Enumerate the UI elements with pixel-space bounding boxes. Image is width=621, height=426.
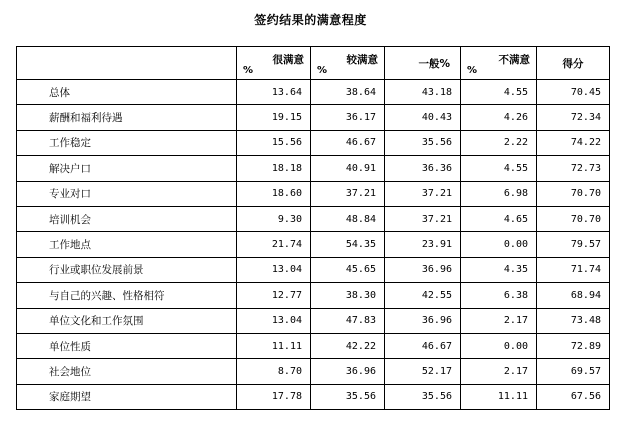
very-satisfied-cell: 12.77 (237, 283, 311, 308)
dissatisfied-cell: 4.26 (461, 105, 537, 130)
dissatisfied-cell: 0.00 (461, 232, 537, 257)
neutral-cell: 36.96 (385, 308, 461, 333)
dissatisfied-cell: 2.17 (461, 308, 537, 333)
table-row (17, 156, 610, 181)
fairly-satisfied-cell: 37.21 (311, 181, 385, 206)
header-score (537, 47, 610, 80)
very-satisfied-cell: 13.04 (237, 257, 311, 282)
header-neutral-label: 一般% (418, 57, 450, 70)
neutral-cell: 46.67 (385, 333, 461, 358)
score-cell: 72.73 (537, 156, 610, 181)
table-body (17, 47, 610, 410)
fairly-satisfied-cell: 38.64 (311, 80, 385, 105)
table-row (17, 105, 610, 130)
header-fairly-satisfied (311, 47, 385, 80)
header-fairly-satisfied-label: 较满意 (346, 54, 378, 66)
very-satisfied-cell: 18.60 (237, 181, 311, 206)
header-dissatisfied-percent: % (467, 65, 478, 76)
header-row (17, 47, 610, 80)
fairly-satisfied-cell: 46.67 (311, 130, 385, 155)
neutral-cell: 36.36 (385, 156, 461, 181)
header-dissatisfied-label: 不满意 (498, 54, 530, 66)
table-row (17, 308, 610, 333)
dissatisfied-cell: 4.65 (461, 206, 537, 231)
neutral-cell: 35.56 (385, 130, 461, 155)
table-row (17, 181, 610, 206)
fairly-satisfied-cell: 47.83 (311, 308, 385, 333)
dissatisfied-cell: 4.35 (461, 257, 537, 282)
row-label-cell: 社会地位 (17, 359, 237, 384)
fairly-satisfied-cell: 38.30 (311, 283, 385, 308)
table-row (17, 283, 610, 308)
header-fairly-satisfied-percent: % (317, 65, 328, 76)
score-cell: 70.70 (537, 206, 610, 231)
dissatisfied-cell: 2.17 (461, 359, 537, 384)
fairly-satisfied-cell: 48.84 (311, 206, 385, 231)
very-satisfied-cell: 19.15 (237, 105, 311, 130)
fairly-satisfied-cell: 36.96 (311, 359, 385, 384)
header-blank-cell (17, 47, 237, 80)
table-row (17, 257, 610, 282)
table-row (17, 206, 610, 231)
very-satisfied-cell: 15.56 (237, 130, 311, 155)
neutral-cell: 52.17 (385, 359, 461, 384)
score-cell: 67.56 (537, 384, 610, 409)
dissatisfied-cell: 0.00 (461, 333, 537, 358)
neutral-cell: 36.96 (385, 257, 461, 282)
fairly-satisfied-cell: 42.22 (311, 333, 385, 358)
very-satisfied-cell: 18.18 (237, 156, 311, 181)
row-label-cell: 行业或职位发展前景 (17, 257, 237, 282)
dissatisfied-cell: 4.55 (461, 156, 537, 181)
dissatisfied-cell: 11.11 (461, 384, 537, 409)
fairly-satisfied-cell: 36.17 (311, 105, 385, 130)
fairly-satisfied-cell: 35.56 (311, 384, 385, 409)
row-label-cell: 总体 (17, 80, 237, 105)
row-label-cell: 单位性质 (17, 333, 237, 358)
table-title: 签约结果的满意程度 (254, 13, 367, 27)
very-satisfied-cell: 13.64 (237, 80, 311, 105)
very-satisfied-cell: 9.30 (237, 206, 311, 231)
table-row (17, 359, 610, 384)
dissatisfied-cell: 4.55 (461, 80, 537, 105)
very-satisfied-cell: 13.04 (237, 308, 311, 333)
row-label-cell: 培训机会 (17, 206, 237, 231)
score-cell: 73.48 (537, 308, 610, 333)
very-satisfied-cell: 17.78 (237, 384, 311, 409)
neutral-cell: 37.21 (385, 206, 461, 231)
header-very-satisfied (237, 47, 311, 80)
row-label-cell: 工作地点 (17, 232, 237, 257)
neutral-cell: 43.18 (385, 80, 461, 105)
dissatisfied-cell: 6.38 (461, 283, 537, 308)
header-neutral (385, 47, 461, 80)
score-cell: 68.94 (537, 283, 610, 308)
score-cell: 70.70 (537, 181, 610, 206)
neutral-cell: 37.21 (385, 181, 461, 206)
very-satisfied-cell: 11.11 (237, 333, 311, 358)
neutral-cell: 40.43 (385, 105, 461, 130)
table-row (17, 384, 610, 409)
score-cell: 72.89 (537, 333, 610, 358)
fairly-satisfied-cell: 45.65 (311, 257, 385, 282)
very-satisfied-cell: 8.70 (237, 359, 311, 384)
score-cell: 71.74 (537, 257, 610, 282)
very-satisfied-cell: 21.74 (237, 232, 311, 257)
row-label-cell: 单位文化和工作氛围 (17, 308, 237, 333)
header-very-satisfied-percent: % (243, 65, 254, 76)
dissatisfied-cell: 6.98 (461, 181, 537, 206)
neutral-cell: 35.56 (385, 384, 461, 409)
header-very-satisfied-label: 很满意 (272, 54, 304, 66)
row-label-cell: 工作稳定 (17, 130, 237, 155)
row-label-cell: 薪酬和福利待遇 (17, 105, 237, 130)
fairly-satisfied-cell: 40.91 (311, 156, 385, 181)
neutral-cell: 23.91 (385, 232, 461, 257)
satisfaction-table (16, 46, 610, 410)
row-label-cell: 解决户口 (17, 156, 237, 181)
fairly-satisfied-cell: 54.35 (311, 232, 385, 257)
score-cell: 70.45 (537, 80, 610, 105)
score-cell: 72.34 (537, 105, 610, 130)
table-row (17, 130, 610, 155)
dissatisfied-cell: 2.22 (461, 130, 537, 155)
row-label-cell: 家庭期望 (17, 384, 237, 409)
row-label-cell: 专业对口 (17, 181, 237, 206)
score-cell: 79.57 (537, 232, 610, 257)
score-cell: 69.57 (537, 359, 610, 384)
table-row (17, 232, 610, 257)
row-label-cell: 与自己的兴趣、性格相符 (17, 283, 237, 308)
table-row (17, 333, 610, 358)
header-dissatisfied (461, 47, 537, 80)
header-score-label: 得分 (562, 57, 584, 70)
neutral-cell: 42.55 (385, 283, 461, 308)
table-row (17, 80, 610, 105)
score-cell: 74.22 (537, 130, 610, 155)
